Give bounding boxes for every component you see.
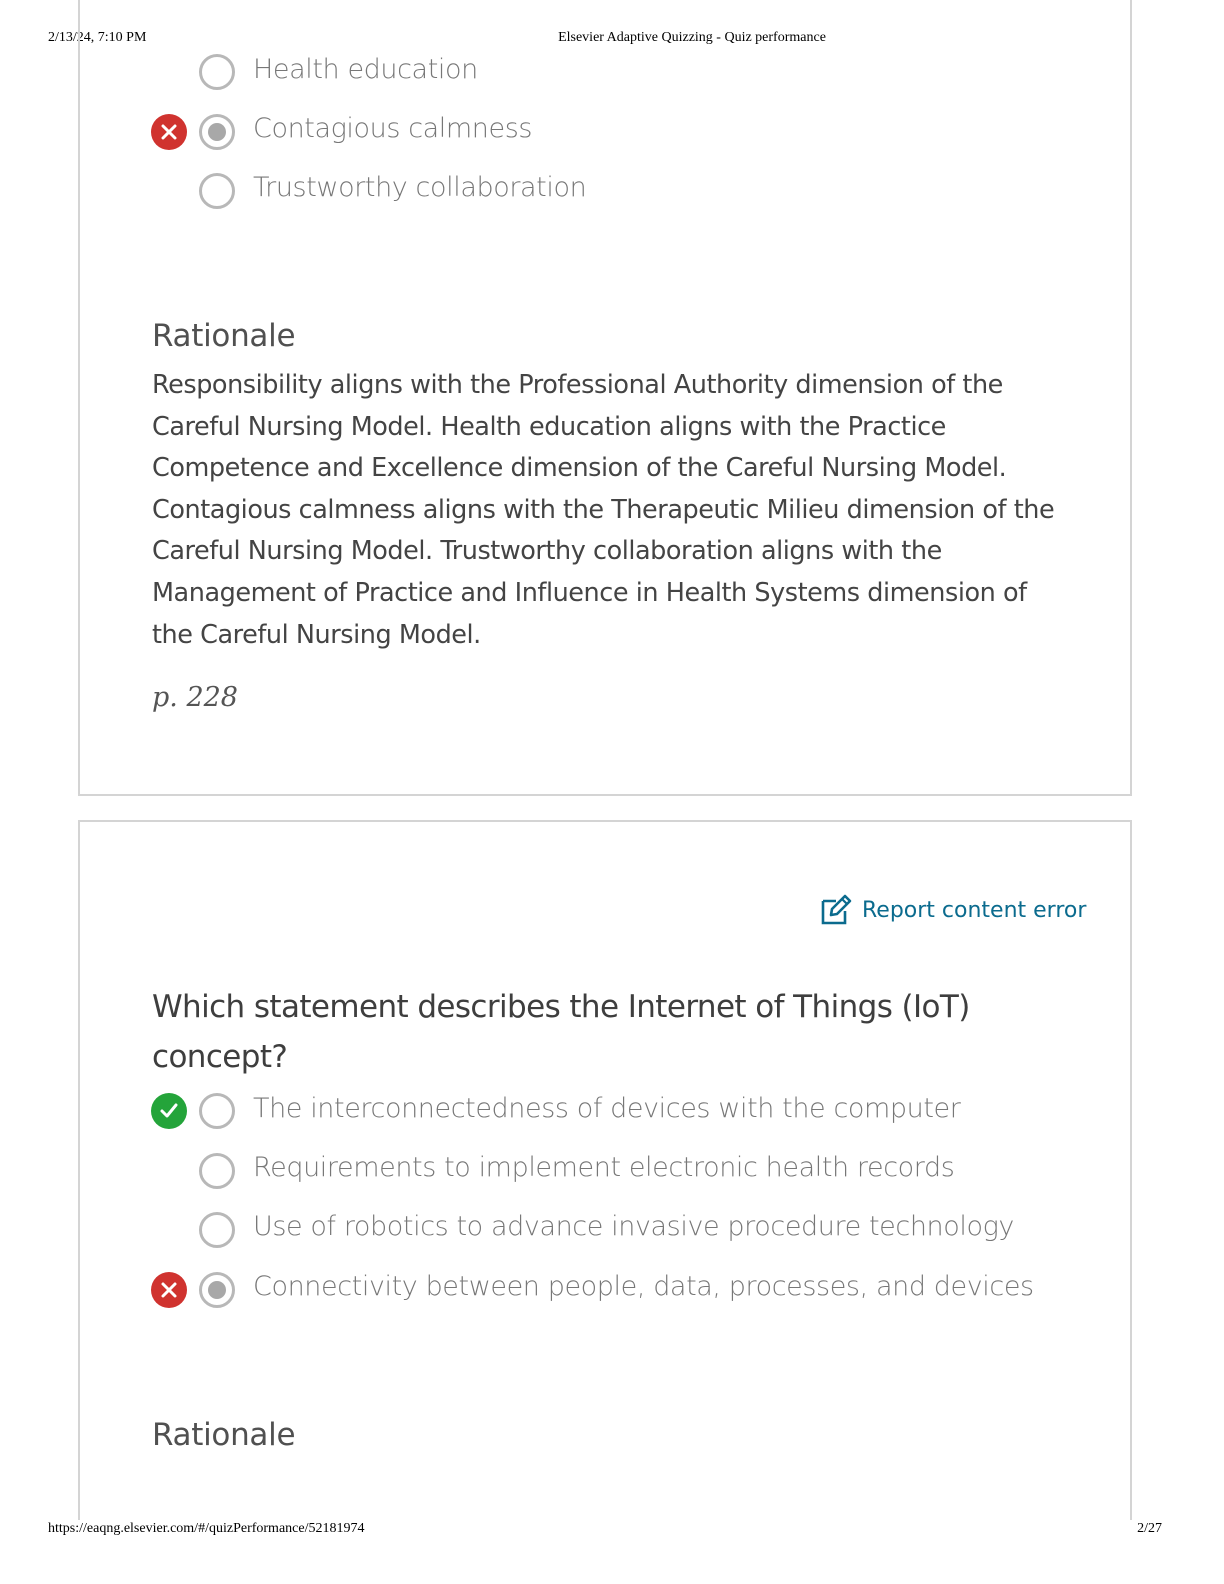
print-footer — [0, 1521, 1224, 1541]
report-content-error-button[interactable] — [820, 893, 1086, 927]
print-page-number: 2/27 — [1137, 1521, 1162, 1536]
option-text: Contagious calmness — [253, 113, 533, 144]
incorrect-icon — [151, 1272, 187, 1308]
incorrect-icon — [151, 114, 187, 150]
option-text: Requirements to implement electronic health records — [253, 1152, 955, 1183]
radio-button-option-4[interactable] — [199, 1272, 235, 1308]
option-text: Use of robotics to advance invasive procedure technology — [253, 1211, 1014, 1242]
rationale-heading: Rationale — [152, 1417, 296, 1453]
print-title: Elsevier Adaptive Quizzing - Quiz performance — [558, 30, 826, 45]
print-datetime: 2/13/24, 7:10 PM — [48, 30, 147, 45]
edit-icon — [820, 894, 852, 926]
radio-button-option-2[interactable] — [199, 1153, 235, 1189]
option-text: Trustworthy collaboration — [253, 172, 587, 203]
option-text: Health education — [253, 54, 478, 85]
question-text: Which statement describes the Internet of Things (IoT) concept? — [152, 989, 970, 1075]
radio-button-trustworthy-collaboration[interactable] — [199, 173, 235, 209]
option-text: The interconnectedness of devices with the computer — [253, 1093, 961, 1124]
radio-button-option-3[interactable] — [199, 1212, 235, 1248]
radio-button-option-1[interactable] — [199, 1093, 235, 1129]
report-content-error-label: Report content error — [862, 897, 1087, 923]
correct-icon — [151, 1093, 187, 1129]
radio-button-health-education[interactable] — [199, 54, 235, 90]
rationale-text: Responsibility aligns with the Professional Authority dimension of the Careful Nursing Model. Health education aligns with the Practice Competence and Excellence dimension of the Careful Nursing Model. Contagious calmness aligns with the Therapeutic Milieu dimension of the Careful Nursing Model. Trustworthy collaboration aligns with the Management of Practice and Influence in Health Systems dimension of the Careful Nursing Model. — [152, 370, 1055, 650]
radio-button-contagious-calmness[interactable] — [199, 114, 235, 150]
rationale-heading: Rationale — [152, 318, 296, 354]
option-text: Connectivity between people, data, processes, and devices — [253, 1271, 1034, 1302]
print-url: https://eaqng.elsevier.com/#/quizPerformance/52181974 — [48, 1521, 365, 1536]
page-reference: p. 228 — [152, 682, 238, 713]
